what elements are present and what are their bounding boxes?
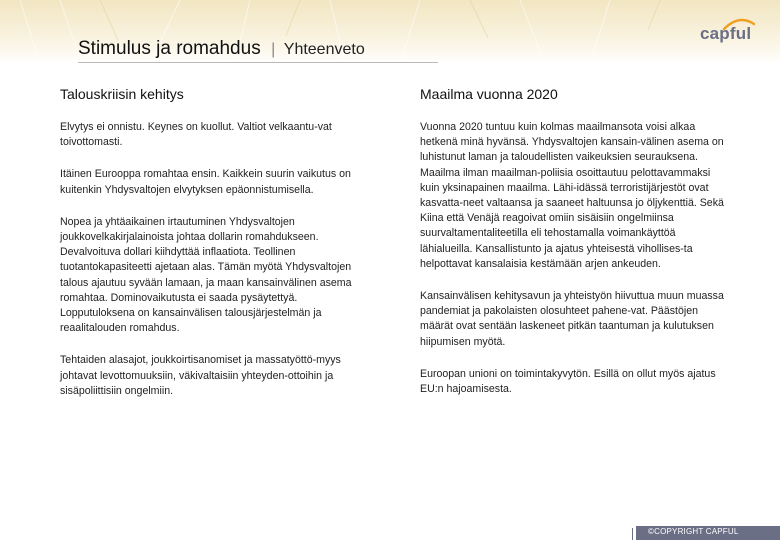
slide-title xyxy=(78,38,365,60)
right-heading: Maailma vuonna 2020 xyxy=(420,86,558,102)
logo-text: capful xyxy=(700,24,752,43)
title-subtitle: Yhteenveto xyxy=(283,41,365,58)
left-paragraph: Elvytys ei onnistu. Keynes on kuollut. Valtiot velkaantu-vat toivottomasti. xyxy=(60,121,332,149)
right-paragraph: Kansainvälisen kehitysavun ja yhteistyön hiivuttua muun muassa pandemiat ja pakolaisten olosuhteet pahene-vat. Päästöjen määrät ovat sentään laskeneet pitkän taantuman ja kulutuksen hiipumisen myötä. xyxy=(420,290,724,348)
left-paragraph: Tehtaiden alasajot, joukkoirtisanomiset ja massatyöttö-myys johtavat levottomuuksiin, väkivaltaisiin yhteyden-ottoihin ja sisäpoliittisiin ongelmiin. xyxy=(60,354,341,397)
capful-logo xyxy=(700,22,758,46)
right-column xyxy=(420,86,725,397)
title-main: Stimulus ja romahdus xyxy=(78,38,261,59)
left-heading: Talouskriisin kehitys xyxy=(60,86,184,102)
title-underline xyxy=(78,62,438,63)
left-column xyxy=(60,86,360,399)
left-paragraph: Itäinen Eurooppa romahtaa ensin. Kaikkein suurin vaikutus on kuitenkin Yhdysvaltojen elvytyksen epäonnistumisella. xyxy=(60,168,351,196)
right-paragraph: Euroopan unioni on toimintakyvytön. Esillä on ollut myös ajatus EU:n hajoamisesta. xyxy=(420,367,716,396)
left-paragraph: Nopea ja yhtäaikainen irtautuminen Yhdysvaltojen joukkovelkakirjalainoista johtaa dollarin romahdukseen. Devalvoituva dollari kiihdyttää inflaatiota. Teollinen tuotantokapasiteetti ajetaan alas. Tämän myötä Yhdysvaltojen talous ajautuu syvään lamaan, ja maan kansainvälinen asema romahtaa. Dominovaikutusta ei saada pysäytettyä. Lopputuloksena on kansainvälisen talousjärjestelmän ja reaalitalouden romahdus. xyxy=(60,215,352,335)
copyright-text: ©COPYRIGHT CAPFUL xyxy=(648,527,739,536)
footer-bar xyxy=(636,526,780,540)
right-paragraph: Vuonna 2020 tuntuu kuin kolmas maailmansota voisi alkaa hetkenä minä hyvänsä. Yhdysvaltojen kansain-välinen asema on luhistunut laman ja taloudellisten vaikeuksien seurauksena. Maailma ilman maailman-poliisia osoittautuu pelottavammaksi kuin yksinapainen maailma. Lähi-idässä terroristijärjestöt ovat kasvatta-neet valtaansa ja saaneet haltuunsa jo öljykenttiä. Sekä Kiina että Venäjä reagoivat omiin sisäisiin ongelmiinsa suurvaltamentaliteetilla eli tehostamalla voimankäyttöä lähialueilla. Kansallistunto ja ajatus yhteisestä vihollises-ta helpottavat kansalaisia kestämään arjen ankeuden. xyxy=(420,121,724,270)
title-separator: | xyxy=(271,41,276,58)
